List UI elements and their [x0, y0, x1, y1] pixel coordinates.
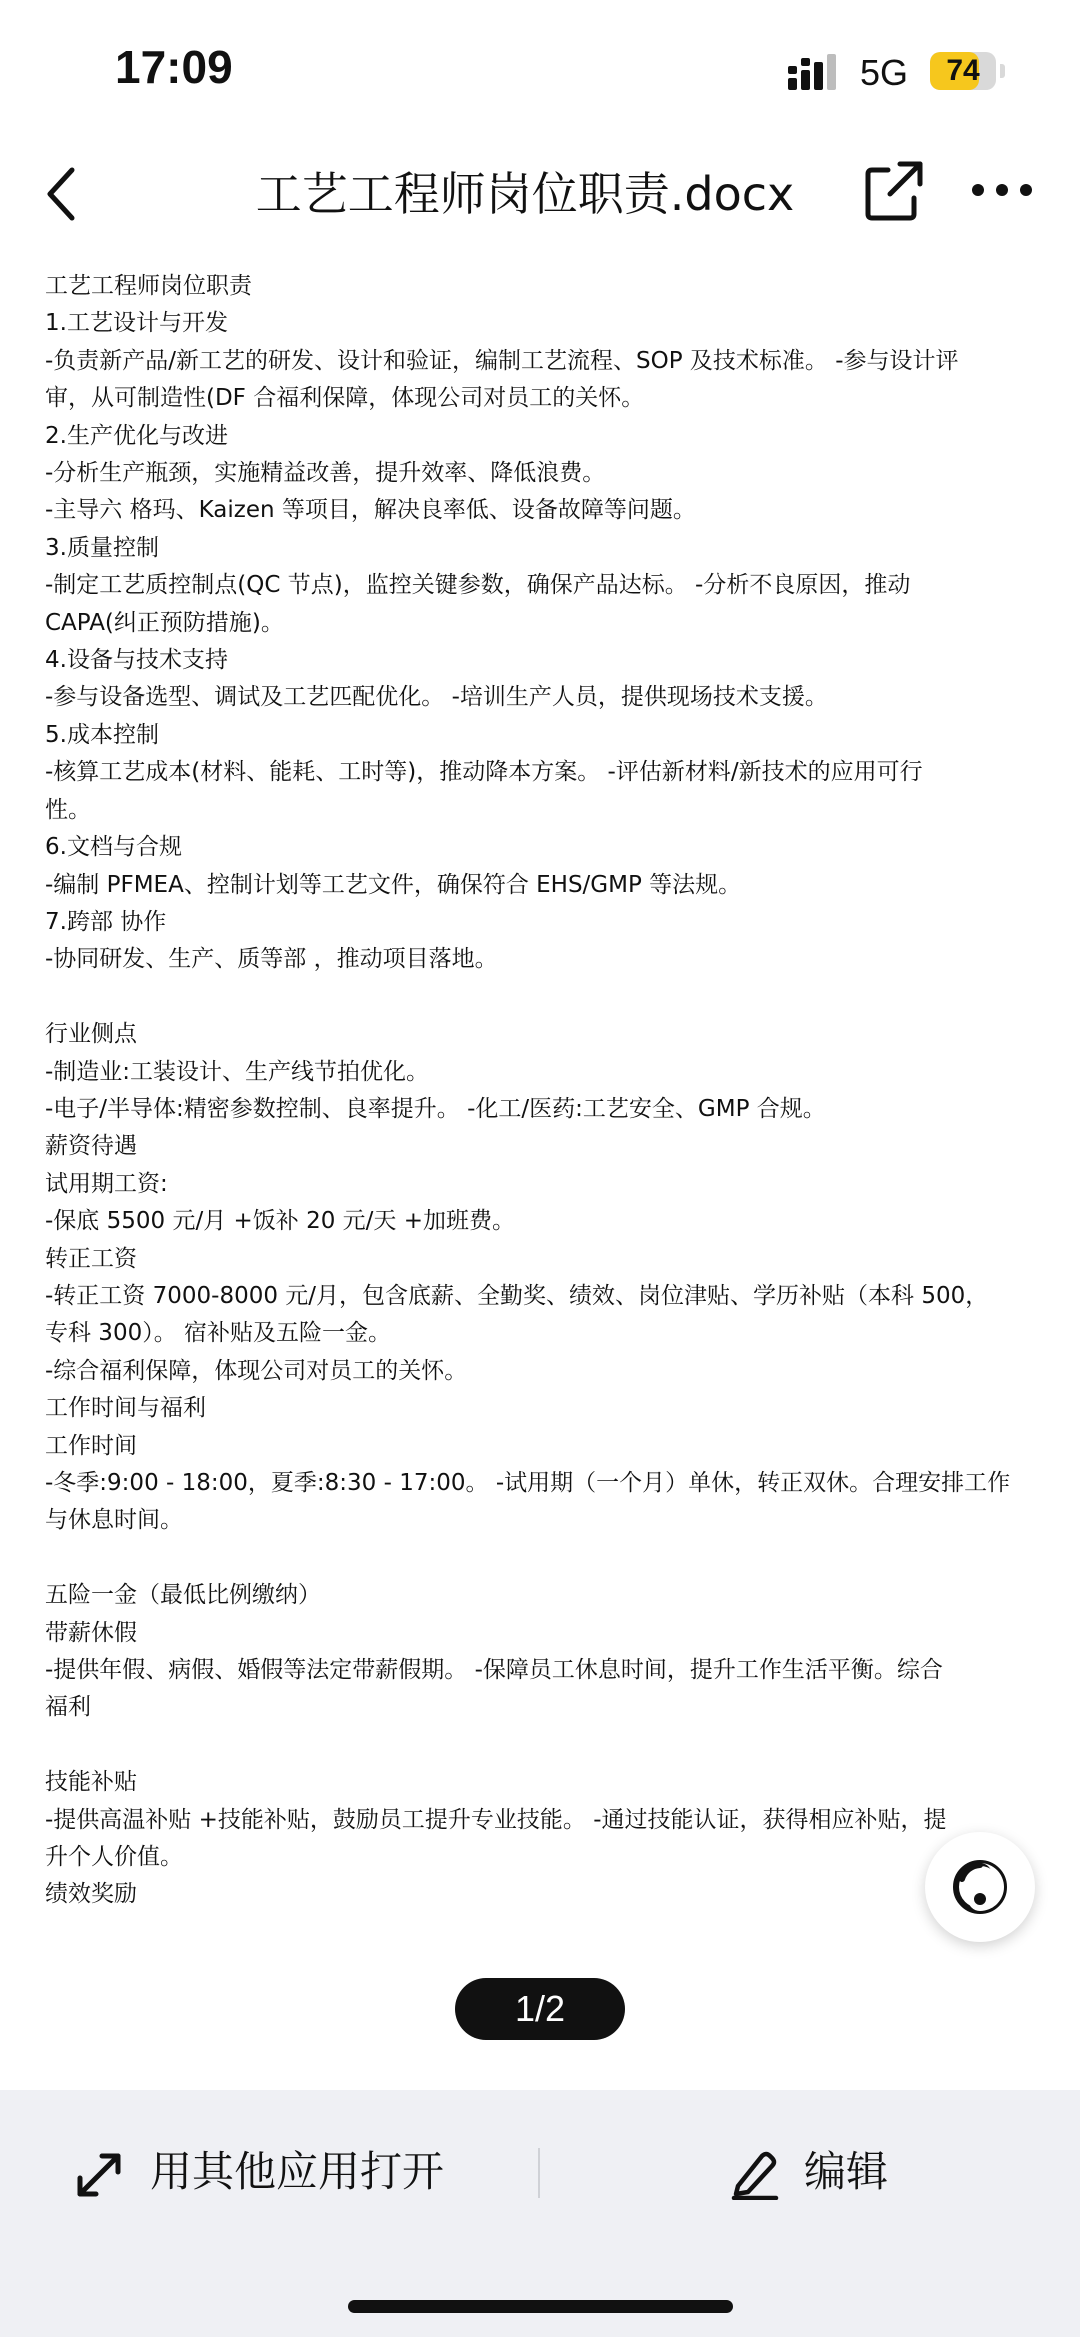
pencil-icon — [730, 2148, 780, 2200]
document-line: 行业侧点 — [45, 1021, 137, 1048]
document-line: 专科 300）。 宿补贴及五险一金。 — [45, 1320, 392, 1347]
signal-icon — [788, 52, 844, 90]
document-line: -保底 5500 元/月 +饭补 20 元/天 +加班费。 — [45, 1208, 516, 1235]
battery-body — [930, 52, 996, 90]
document-line: 带薪休假 — [45, 1619, 137, 1646]
blank-line — [45, 1727, 1040, 1764]
document-line: -编制 PFMEA、控制计划等工艺文件，确保符合 EHS/GMP 等法规。 — [45, 871, 742, 898]
document-line: -制造业:工装设计、生产线节拍优化。 — [45, 1058, 430, 1085]
document-line: -转正工资 7000-8000 元/月，包含底薪、全勤奖、绩效、岗位津贴、学历补贴（本科 500， — [45, 1282, 989, 1309]
document-line: 与休息时间。 — [45, 1507, 183, 1534]
document-line: 技能补贴 — [45, 1769, 137, 1796]
document-line: 7.跨部 协作 — [45, 908, 167, 935]
document-body — [45, 268, 1040, 1914]
document-line: 3.质量控制 — [45, 534, 159, 561]
document-line: -制定工艺质控制点(QC 节点)，监控关键参数，确保产品达标。 -分析不良原因，推动 — [45, 572, 911, 599]
document-line: -电子/半导体:精密参数控制、良率提升。 -化工/医药:工艺安全、GMP 合规。 — [45, 1095, 826, 1122]
document-line: 审，从可制造性(DF 合福利保障，体现公司对员工的关怀。 — [45, 385, 645, 412]
document-line: 5.成本控制 — [45, 721, 159, 748]
document-line: 6.文档与合规 — [45, 834, 182, 861]
open-with-label: 用其他应用打开 — [150, 2147, 445, 2196]
document-line: 试用期工资: — [45, 1170, 168, 1197]
divider — [538, 2148, 540, 2198]
battery-tip — [1000, 64, 1005, 78]
status-bar — [0, 0, 1080, 140]
document-line: 五险一金（最低比例缴纳） — [45, 1582, 321, 1609]
back-icon[interactable] — [38, 162, 86, 226]
document-line: 1.工艺设计与开发 — [45, 310, 228, 337]
document-line: -提供高温补贴 +技能补贴，鼓励员工提升专业技能。 -通过技能认证，获得相应补贴，提 — [45, 1806, 947, 1833]
document-line: 工作时间 — [45, 1432, 137, 1459]
document-line: -负责新产品/新工艺的研发、设计和验证，编制工艺流程、SOP 及技术标准。 -参与设计评 — [45, 347, 959, 374]
document-title: 工艺工程师岗位职责.docx — [255, 167, 795, 221]
edit-button[interactable] — [730, 2130, 950, 2210]
network-type: 5G — [860, 52, 909, 93]
document-line: -综合福利保障，体现公司对员工的关怀。 — [45, 1357, 468, 1384]
blank-line — [45, 979, 1040, 1016]
document-line: 性。 — [45, 796, 91, 823]
document-line: -冬季:9:00 - 18:00，夏季:8:30 - 17:00。 -试用期（一个月）单休，转正双休。合理安排工作 — [45, 1469, 1011, 1496]
status-time: 17:09 — [115, 41, 233, 93]
document-line: 转正工资 — [45, 1245, 137, 1272]
share-icon[interactable] — [862, 158, 926, 224]
nav-bar — [0, 140, 1080, 250]
document-line: 2.生产优化与改进 — [45, 422, 228, 449]
open-with-other-app-button[interactable] — [72, 2130, 492, 2210]
document-line: CAPA(纠正预防措施)。 — [45, 609, 284, 636]
assistant-button[interactable] — [925, 1832, 1035, 1942]
document-line: -核算工艺成本(材料、能耗、工时等)，推动降本方案。 -评估新材料/新技术的应用可行 — [45, 759, 923, 786]
expand-icon — [72, 2148, 126, 2202]
document-line: 薪资待遇 — [45, 1133, 137, 1160]
home-indicator[interactable] — [348, 2300, 733, 2313]
blank-line — [45, 1540, 1040, 1577]
battery-percent: 74 — [946, 54, 980, 87]
more-icon[interactable] — [970, 170, 1034, 210]
document-line: -协同研发、生产、质等部 ，推动项目落地。 — [45, 946, 498, 973]
edit-label: 编辑 — [804, 2147, 889, 2196]
assistant-icon — [950, 1857, 1010, 1917]
document-line: 工作时间与福利 — [45, 1395, 206, 1422]
document-line: -参与设备选型、调试及工艺匹配优化。 -培训生产人员，提供现场技术支援。 — [45, 684, 828, 711]
document-line: 升个人价值。 — [45, 1844, 183, 1871]
page-indicator: 1/2 — [455, 1978, 625, 2040]
document-line: -提供年假、病假、婚假等法定带薪假期。 -保障员工休息时间，提升工作生活平衡。综合 — [45, 1657, 943, 1683]
document-line: 绩效奖励 — [45, 1881, 137, 1908]
document-line: 福利 — [45, 1694, 91, 1721]
document-line: 工艺工程师岗位职责 — [45, 273, 252, 299]
document-line: -分析生产瓶颈，实施精益改善，提升效率、降低浪费。 — [45, 460, 606, 487]
document-line: -主导六 格玛、Kaizen 等项目，解决良率低、设备故障等问题。 — [45, 497, 696, 524]
battery-icon — [930, 52, 1008, 90]
document-line: 4.设备与技术支持 — [45, 647, 228, 674]
